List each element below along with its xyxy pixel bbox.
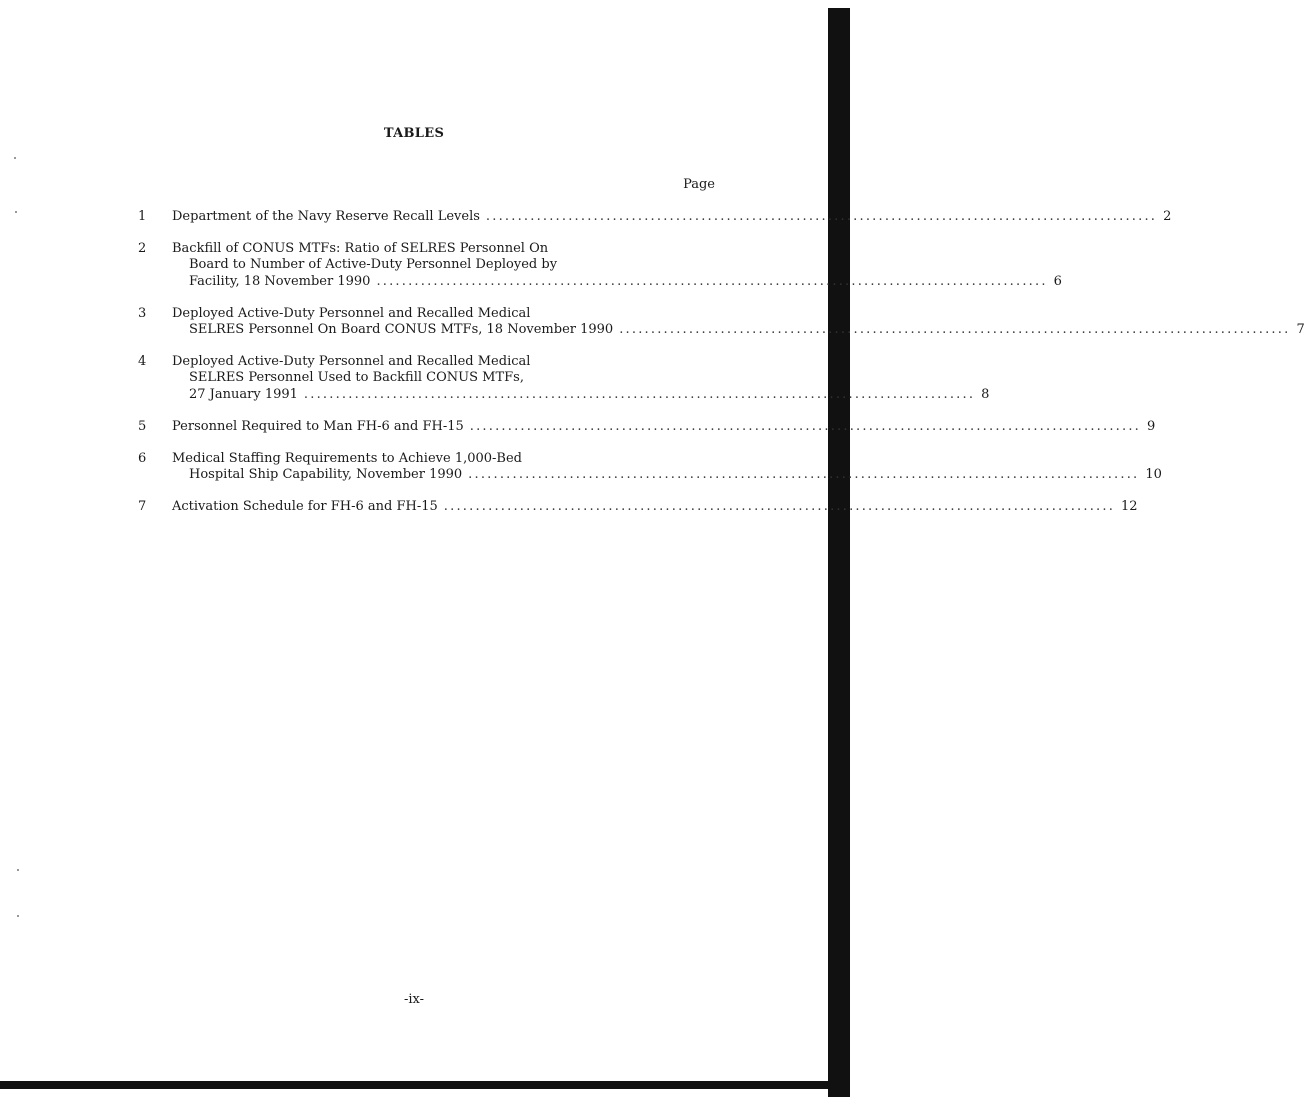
toc-entry	[138, 241, 1062, 290]
table-number: 2	[138, 241, 147, 257]
entry-title-line	[172, 322, 1305, 338]
toc-entry	[138, 209, 1172, 225]
scan-edge-right	[828, 8, 850, 1097]
entry-title-line	[172, 499, 1138, 515]
page-number: 12	[1121, 499, 1138, 515]
toc-entry	[138, 354, 990, 403]
page-number: 6	[1053, 273, 1062, 289]
dot-leader: ..........................................................................................................	[485, 209, 1158, 224]
dot-leader: ..........................................................................................................	[376, 273, 1048, 289]
entry-title-line	[172, 273, 1062, 290]
entry-body	[172, 354, 990, 403]
table-number: 5	[138, 418, 147, 434]
toc-entry	[138, 418, 1156, 435]
page-column-header: Page	[683, 177, 715, 192]
table-number: 4	[138, 354, 147, 370]
page-number: 2	[1163, 209, 1172, 224]
entry-body	[172, 241, 1062, 290]
dot-leader: ..........................................................................................................	[303, 386, 976, 402]
table-number: 1	[138, 209, 147, 224]
entry-title-text: Hospital Ship Capability, November 1990	[189, 467, 463, 483]
entry-title-line	[172, 418, 1156, 435]
page-number: 8	[981, 386, 990, 402]
entry-title-line: Deployed Active-Duty Personnel and Recalled Medical	[172, 354, 531, 370]
tables-list	[138, 209, 1305, 532]
scan-speck	[17, 915, 19, 917]
scan-speck	[17, 869, 19, 871]
table-number: 3	[138, 305, 147, 321]
entry-title-line: Backfill of CONUS MTFs: Ratio of SELRES Personnel On	[172, 241, 549, 257]
toc-entry	[138, 305, 1305, 338]
entry-title-text: Activation Schedule for FH-6 and FH-15	[172, 499, 438, 515]
entry-title-line	[172, 467, 1162, 483]
scan-speck	[14, 157, 16, 159]
toc-entry	[138, 499, 1138, 515]
entry-body	[172, 418, 1156, 435]
entry-title-text: 27 January 1991	[189, 386, 298, 402]
entry-body	[172, 451, 1162, 483]
scan-speck	[15, 211, 17, 213]
entry-body	[172, 209, 1172, 225]
dot-leader: ..........................................................................................................	[468, 467, 1140, 483]
table-number: 6	[138, 451, 147, 467]
entry-title-line: Medical Staffing Requirements to Achieve 1,000-Bed	[172, 451, 522, 467]
entry-title-text: Personnel Required to Man FH-6 and FH-15	[172, 418, 464, 434]
entry-title-line: Deployed Active-Duty Personnel and Recalled Medical	[172, 305, 531, 321]
entry-title-text: Department of the Navy Reserve Recall Levels	[172, 209, 480, 224]
entry-title-line	[172, 209, 1172, 225]
dot-leader: ..........................................................................................................	[469, 418, 1141, 434]
entry-title-line: SELRES Personnel Used to Backfill CONUS MTFs,	[189, 370, 524, 386]
page-number: 7	[1296, 322, 1305, 338]
dot-leader: ..........................................................................................................	[619, 322, 1291, 338]
entry-body	[172, 499, 1138, 515]
page-number: 9	[1147, 418, 1156, 434]
toc-entry	[138, 451, 1162, 483]
scan-edge-bottom	[0, 1081, 850, 1089]
page-title: TABLES	[383, 126, 445, 141]
entry-title-line: Board to Number of Active-Duty Personnel Deployed by	[189, 257, 558, 273]
table-number: 7	[138, 499, 147, 515]
entry-title-text: Facility, 18 November 1990	[189, 273, 371, 289]
page-number: 10	[1145, 467, 1162, 483]
entry-body	[172, 305, 1305, 338]
entry-title-line	[172, 386, 990, 403]
entry-title-text: SELRES Personnel On Board CONUS MTFs, 18 November 1990	[189, 322, 614, 338]
page-number-footer: -ix-	[403, 992, 425, 1007]
dot-leader: ..........................................................................................................	[443, 499, 1116, 515]
